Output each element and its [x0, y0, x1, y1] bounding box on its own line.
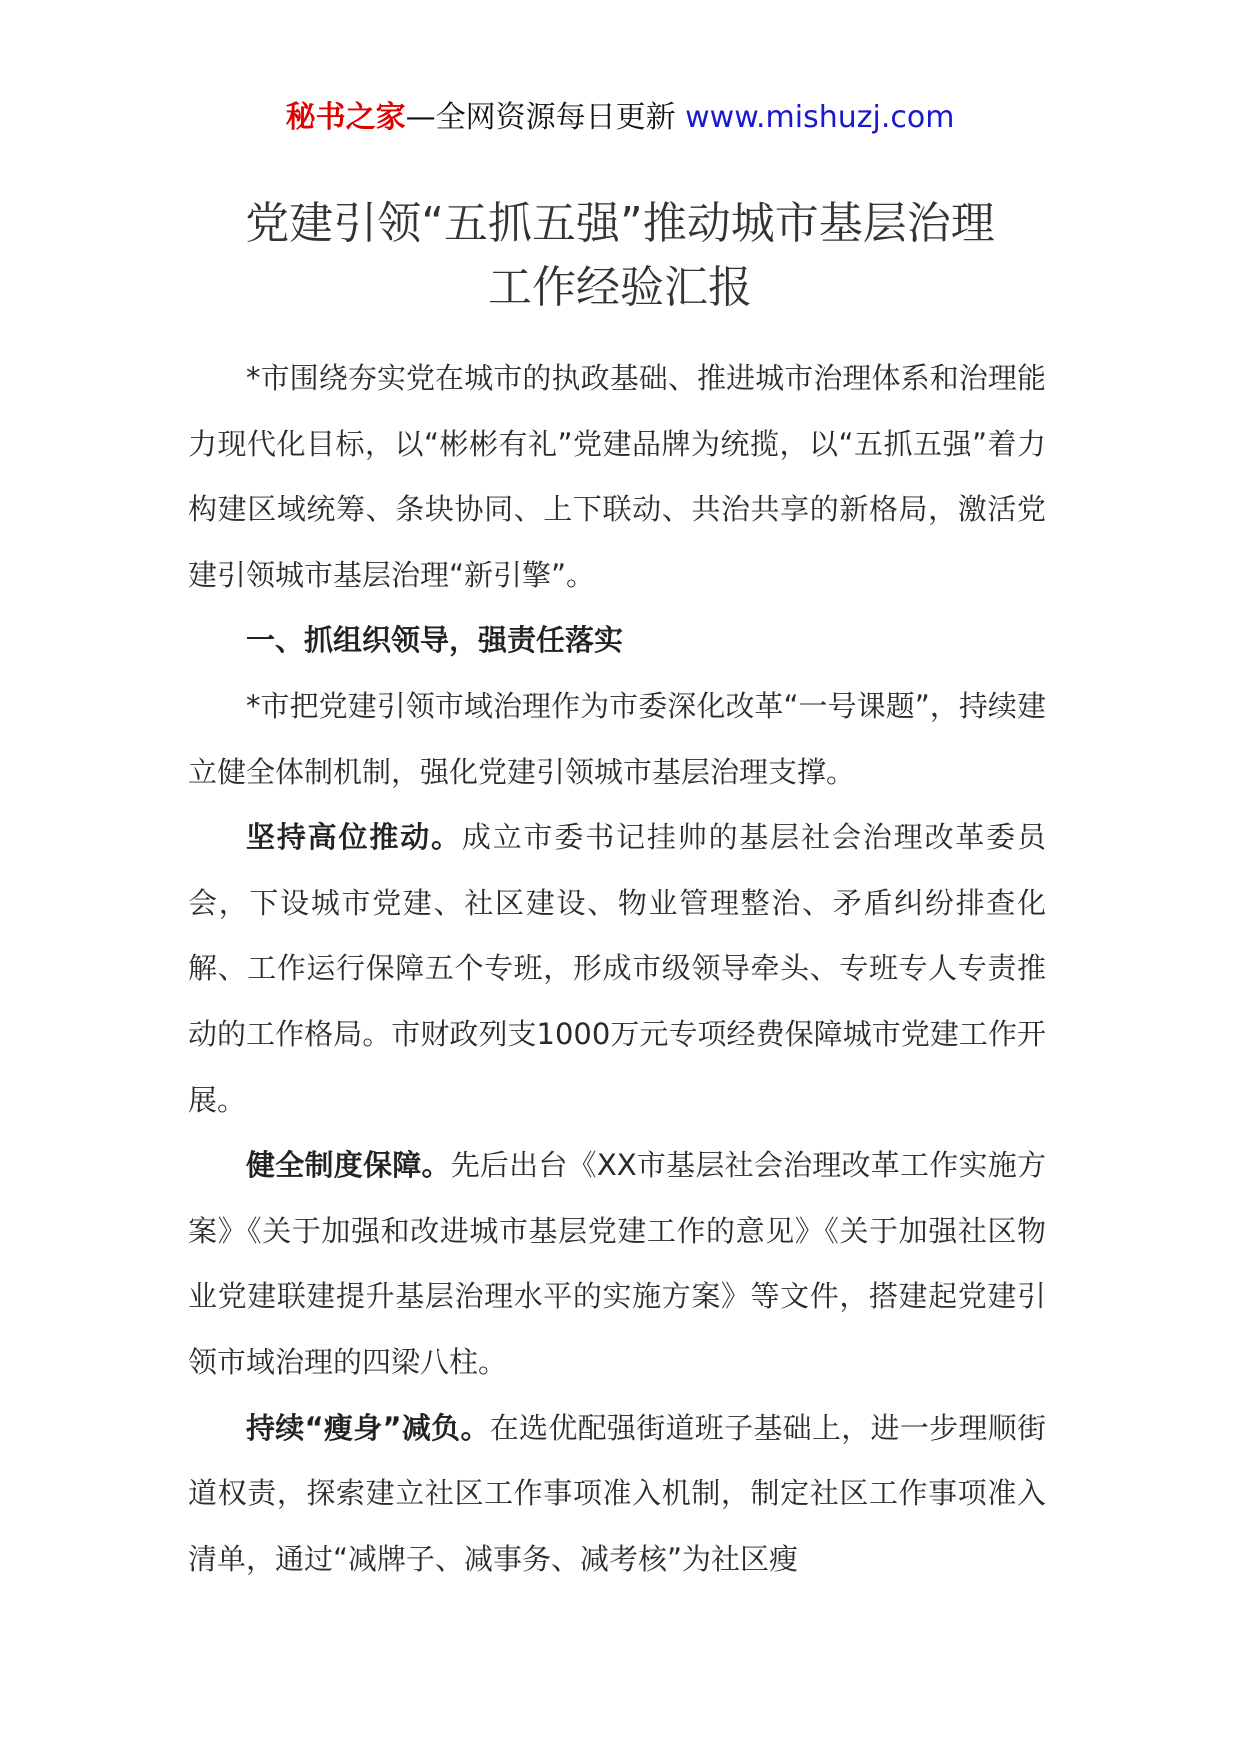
- item-paragraph-1: [188, 805, 1046, 1133]
- item-text-2: 先后出台《XX市基层社会治理改革工作实施方案》《关于加强和改进城市基层党建工作的意见》《关于加强社区物业党建联建提升基层治理水平的实施方案》等文件，搭建起党建引领市域治理的四梁八柱。: [188, 1148, 1046, 1379]
- document-body: [188, 346, 1046, 1592]
- item-paragraph-2: [188, 1133, 1046, 1395]
- item-lead-1: 坚持高位推动。: [246, 820, 462, 855]
- section-heading-1: 一、抓组织领导，强责任落实: [246, 623, 624, 658]
- site-url-link[interactable]: www.mishuzj.com: [685, 100, 955, 135]
- site-brand: 秘书之家: [285, 100, 406, 135]
- item-text-3: 在选优配强街道班子基础上，进一步理顺街道权责，探索建立社区工作事项准入机制，制定社区工作事项准入清单，通过“减牌子、减事务、减考核”为社区瘦: [188, 1410, 1046, 1576]
- section-1-paragraph: *市把党建引领市域治理作为市委深化改革“一号课题”，持续建立健全体制机制，强化党建引领城市基层治理支撑。: [188, 688, 1046, 789]
- document-title-line1: 党建引领“五抓五强”推动城市基层治理: [245, 198, 995, 249]
- document-title-line2: 工作经验汇报: [488, 262, 752, 313]
- item-paragraph-3: [188, 1396, 1046, 1593]
- item-lead-3: 持续“瘦身”减负。: [246, 1410, 490, 1445]
- item-lead-2: 健全制度保障。: [246, 1148, 451, 1183]
- item-text-1: 成立市委书记挂帅的基层社会治理改革委员会，下设城市党建、社区建设、物业管理整治、矛盾纠纷排查化解、工作运行保障五个专班，形成市级领导牵头、专班专人专责推动的工作格局。市财政列支1000万元专项经费保障城市党建工作开展。: [188, 820, 1046, 1117]
- site-banner: [0, 96, 1240, 140]
- intro-paragraph: *市围绕夯实党在城市的执政基础、推进城市治理体系和治理能力现代化目标，以“彬彬有礼”党建品牌为统揽，以“五抓五强”着力构建区域统筹、条块协同、上下联动、共治共享的新格局，激活党建引领城市基层治理“新引擎”。: [188, 361, 1046, 592]
- document-title: [140, 192, 1100, 320]
- site-tagline: —全网资源每日更新: [405, 100, 676, 135]
